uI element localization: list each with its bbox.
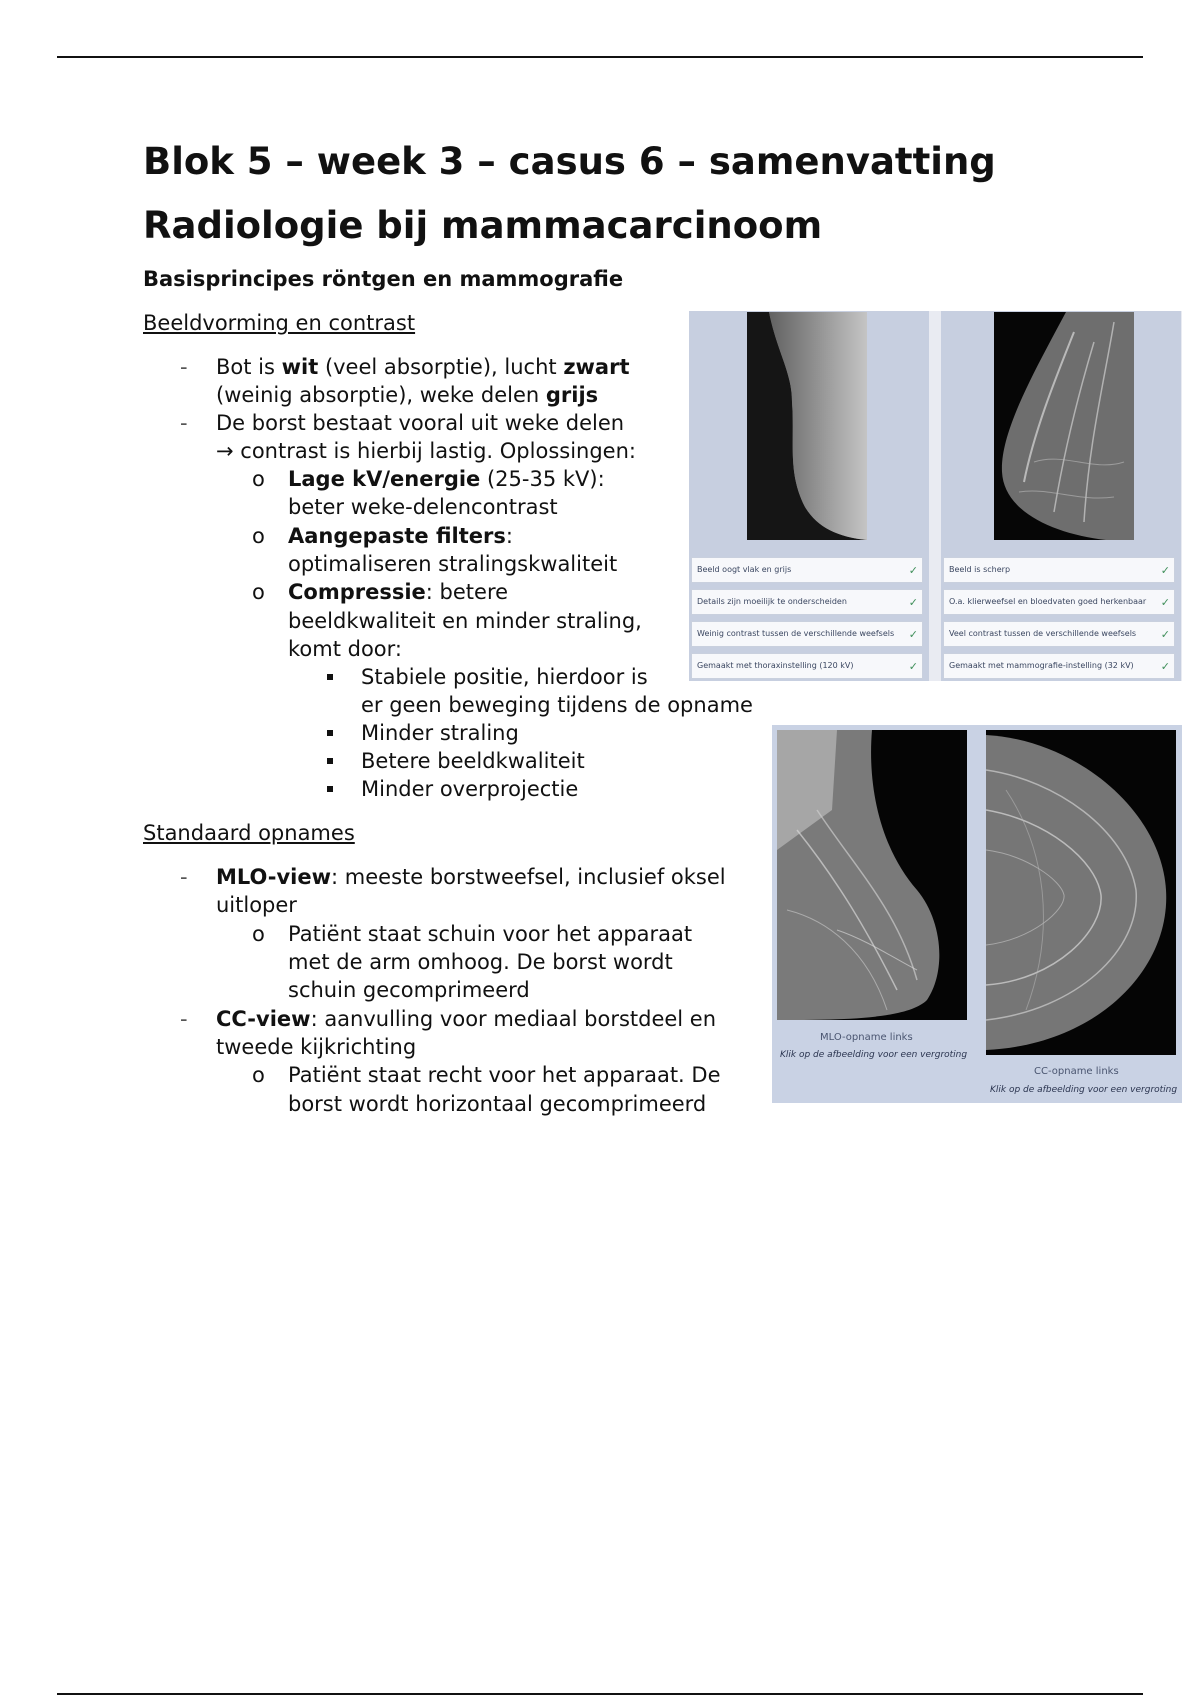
comparison-row: Beeld is scherp ✓: [943, 557, 1175, 583]
subheading-standaard-opnames: Standaard opnames: [143, 821, 355, 845]
list-item-cont: → contrast is hierbij lastig. Oplossingen:: [216, 439, 636, 463]
square-bullet: [327, 674, 333, 680]
sub-sub-list-item: Minder straling: [361, 721, 519, 745]
circle-bullet: o: [252, 922, 265, 946]
sub-sub-list-item: Stabiele positie, hierdoor is: [361, 665, 648, 689]
comparison-row: Details zijn moeilijk te onderscheiden ✓: [691, 589, 923, 615]
thorax-panel: [689, 311, 929, 681]
list-item: Bot is wit (veel absorptie), lucht zwart: [216, 355, 630, 379]
list-item: De borst bestaat vooral uit weke delen: [216, 411, 625, 435]
mammography-panel: [941, 311, 1181, 681]
mammography-xray-svg: [994, 312, 1134, 540]
sub-list-item-cont: beter weke-delencontrast: [288, 495, 558, 519]
sub-list-item-cont: borst wordt horizontaal gecomprimeerd: [288, 1092, 707, 1116]
cc-xray-image[interactable]: [986, 730, 1176, 1055]
comparison-row: Veel contrast tussen de verschillende weefsels ✓: [943, 621, 1175, 647]
square-bullet: [327, 758, 333, 764]
mlo-caption: MLO-opname links: [820, 1032, 913, 1043]
mammography-xray-image[interactable]: [994, 312, 1134, 540]
thorax-xray-image[interactable]: [747, 312, 867, 540]
sub-sub-list-item: Betere beeldkwaliteit: [361, 749, 585, 773]
cc-caption: CC-opname links: [1034, 1066, 1119, 1077]
section-heading: Basisprincipes röntgen en mammografie: [143, 267, 624, 291]
circle-bullet: o: [252, 467, 265, 491]
mlo-xray-image[interactable]: [777, 730, 967, 1020]
thorax-xray-svg: [747, 312, 867, 540]
sub-list-item-cont: beeldkwaliteit en minder straling,: [288, 609, 642, 633]
square-bullet: [327, 786, 333, 792]
dash-bullet: -: [180, 1007, 188, 1031]
sub-sub-list-item-cont: er geen beweging tijdens de opname: [361, 693, 753, 717]
sub-list-item: Compressie: betere: [288, 580, 509, 604]
sub-sub-list-item: Minder overprojectie: [361, 777, 579, 801]
sub-list-item: Patiënt staat recht voor het apparaat. De: [288, 1063, 721, 1087]
list-item-cont: tweede kijkrichting: [216, 1035, 417, 1059]
square-bullet: [327, 730, 333, 736]
comparison-row: Gemaakt met thoraxinstelling (120 kV) ✓: [691, 653, 923, 679]
sub-list-item: Patiënt staat schuin voor het apparaat: [288, 922, 693, 946]
dash-bullet: -: [180, 355, 188, 379]
sub-list-item-cont: optimaliseren stralingskwaliteit: [288, 552, 618, 576]
footer-rule: [57, 1693, 1143, 1695]
comparison-row: Gemaakt met mammografie-instelling (32 kV) ✓: [943, 653, 1175, 679]
list-item-cont: uitloper: [216, 893, 297, 917]
sub-list-item-cont: met de arm omhoog. De borst wordt: [288, 950, 673, 974]
sub-list-item: Lage kV/energie (25-35 kV):: [288, 467, 605, 491]
circle-bullet: o: [252, 1063, 265, 1087]
views-figure[interactable]: [772, 725, 1182, 1103]
list-item: CC-view: aanvulling voor mediaal borstdeel en: [216, 1007, 717, 1031]
list-item-cont: (weinig absorptie), weke delen grijs: [216, 383, 599, 407]
list-item: MLO-view: meeste borstweefsel, inclusief oksel: [216, 865, 726, 889]
circle-bullet: o: [252, 524, 265, 548]
mlo-xray-svg: [777, 730, 967, 1020]
dash-bullet: -: [180, 411, 188, 435]
header-rule: [57, 56, 1143, 58]
comparison-row: O.a. klierweefsel en bloedvaten goed herkenbaar ✓: [943, 589, 1175, 615]
sub-list-item: Aangepaste filters:: [288, 524, 513, 548]
cc-enlarge-hint[interactable]: Klik op de afbeelding voor een vergroting: [990, 1085, 1178, 1095]
mlo-enlarge-hint[interactable]: Klik op de afbeelding voor een vergroting: [780, 1050, 968, 1060]
circle-bullet: o: [252, 580, 265, 604]
sub-list-item-cont: komt door:: [288, 637, 402, 661]
sub-list-item-cont: schuin gecomprimeerd: [288, 978, 530, 1002]
page-subtitle: Radiologie bij mammacarcinoom: [143, 204, 823, 247]
subheading-beeldvorming: Beeldvorming en contrast: [143, 311, 416, 335]
comparison-row: Beeld oogt vlak en grijs ✓: [691, 557, 923, 583]
cc-xray-svg: [986, 730, 1176, 1055]
dash-bullet: -: [180, 865, 188, 889]
comparison-figure[interactable]: [689, 311, 1182, 681]
page-title: Blok 5 – week 3 – casus 6 – samenvatting: [143, 140, 996, 183]
comparison-row: Weinig contrast tussen de verschillende weefsels ✓: [691, 621, 923, 647]
